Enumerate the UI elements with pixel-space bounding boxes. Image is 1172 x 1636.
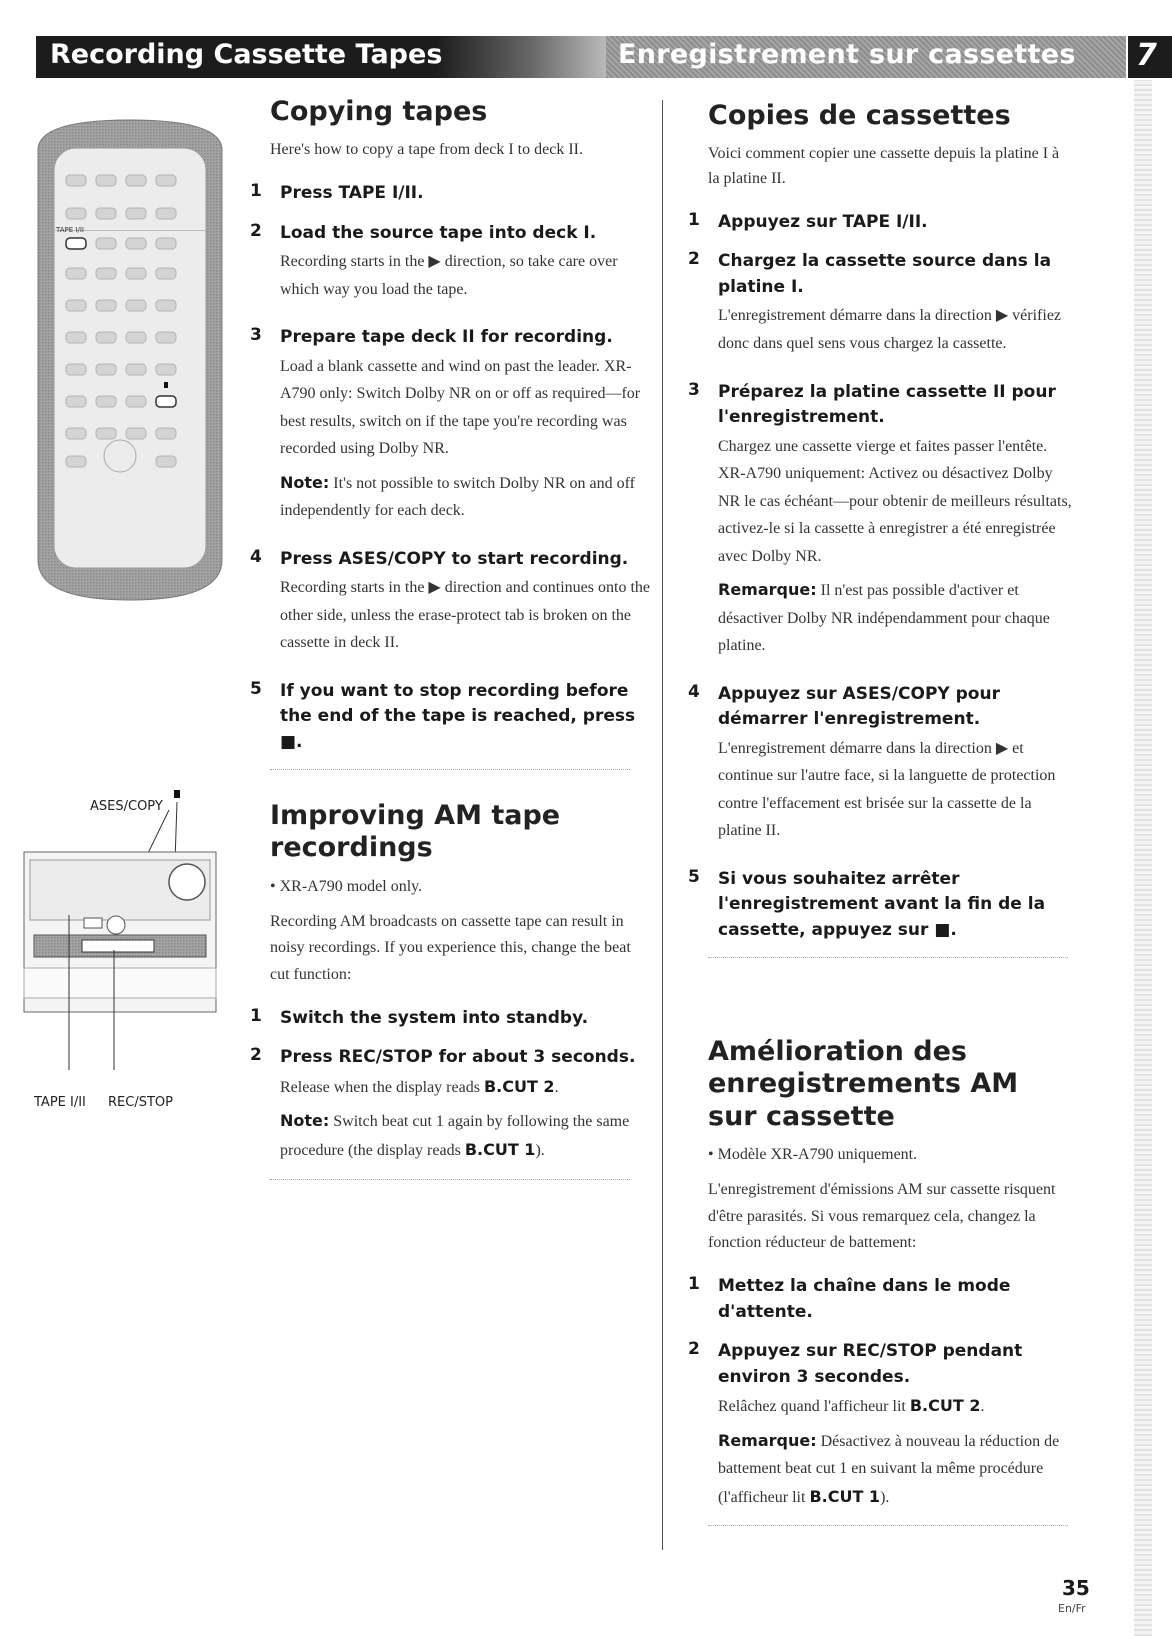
- display-code: B.CUT 1: [809, 1486, 881, 1506]
- page-edge: [1134, 80, 1152, 1636]
- section-end-rule: [708, 1525, 1068, 1526]
- step: [688, 380, 1074, 660]
- step-number: 1: [250, 181, 262, 202]
- step-number: 1: [250, 1005, 262, 1026]
- header-fade: [436, 36, 606, 78]
- section-end-rule: [708, 957, 1068, 958]
- note-end: ).: [535, 1141, 545, 1159]
- display-code: B.CUT 2: [483, 1076, 555, 1096]
- step-number: 1: [688, 209, 700, 230]
- note-label: Note:: [280, 1111, 330, 1131]
- note-text: It's not possible to switch Dolby NR on and off independently for each deck.: [280, 474, 635, 520]
- section-copies-cassettes: [688, 100, 1074, 958]
- header-title-fr: Enregistrement sur cassettes: [618, 39, 1076, 70]
- note-label: Remarque:: [718, 1430, 817, 1450]
- section-paragraph: L'enregistrement d'émissions AM sur cassette risquent d'être parasités. Si vous remarquez cela, changez la fonction réducteur de battement:: [708, 1181, 1056, 1251]
- step: [250, 181, 650, 207]
- step: [688, 1339, 1074, 1511]
- step-title: Appuyez sur TAPE I/II.: [718, 211, 928, 232]
- section-title: Copying tapes: [270, 96, 488, 127]
- step-body: L'enregistrement démarre dans la direction ▶ et continue sur l'autre face, si la languette de protection contre l'effacement est brisée sur la cassette de la platine II.: [718, 739, 1056, 840]
- page-languages: En/Fr: [1058, 1602, 1086, 1615]
- section-improving-am: [250, 800, 650, 1180]
- display-code: B.CUT 2: [909, 1396, 981, 1416]
- step-title: Appuyez sur ASES/COPY pour démarrer l'enregistrement.: [718, 683, 1000, 730]
- step-title: Prepare tape deck II for recording.: [280, 327, 613, 348]
- step-title: Switch the system into standby.: [280, 1007, 589, 1028]
- step: [688, 682, 1074, 845]
- step-number: 2: [688, 249, 700, 270]
- step-title: Press ASES/COPY to start recording.: [280, 548, 629, 569]
- body-end: .: [980, 1398, 985, 1416]
- step: [250, 1045, 650, 1164]
- note: [718, 576, 1074, 660]
- step-number: 4: [688, 681, 700, 702]
- step-title: Press TAPE I/II.: [280, 183, 424, 204]
- step-body: Chargez une cassette vierge et faites passer l'entête. XR-A790 uniquement: Activez ou désactivez Dolby NR le cas échéant—pour obtenir de meilleurs résultats, activez-le si la cassette à enregistrer a été enregistrée avec Dolby NR.: [718, 437, 1072, 565]
- step: [250, 1006, 650, 1032]
- step-title: Mettez la chaîne dans le mode d'attente.: [718, 1276, 1011, 1322]
- intro-text: Voici comment copier une cassette depuis la platine I à la platine II.: [708, 145, 1060, 188]
- step-title: Chargez la cassette source dans la platine I.: [718, 251, 1052, 297]
- step: [688, 249, 1074, 357]
- step-title: Si vous souhaitez arrêter l'enregistrement avant la fin de la cassette, appuyez sur ■.: [718, 868, 1046, 940]
- note-text: Switch beat cut 1 again by following the same procedure (the display reads: [280, 1113, 630, 1159]
- body-text: Relâchez quand l'afficheur lit: [718, 1398, 910, 1416]
- section-amelioration-am: [688, 1036, 1074, 1526]
- step-body: Recording starts in the ▶ direction, so take care over which way you load the tape.: [280, 253, 618, 298]
- display-code: B.CUT 1: [464, 1139, 536, 1159]
- section-title: Amélioration des enregistrements AM sur cassette: [708, 1036, 1019, 1132]
- label-ases-copy: ASES/COPY: [90, 799, 163, 814]
- step-number: 5: [250, 678, 262, 699]
- step-title: Load the source tape into deck I.: [280, 222, 597, 243]
- page-header: [36, 36, 1157, 78]
- step-number: 5: [688, 866, 700, 887]
- step-title: Press REC/STOP for about 3 seconds.: [280, 1047, 636, 1068]
- step-title: Appuyez sur REC/STOP pendant environ 3 secondes.: [718, 1341, 1023, 1387]
- body-text: Release when the display reads: [280, 1078, 484, 1096]
- step-number: 2: [250, 1045, 262, 1066]
- step: [250, 325, 650, 525]
- step: [250, 221, 650, 304]
- chapter-number: 7: [1136, 38, 1157, 73]
- section-end-rule: [270, 1179, 630, 1180]
- note-text: Désactivez à nouveau la réduction de battement beat cut 1 en suivant la même procédure (l'afficheur lit: [718, 1432, 1060, 1506]
- step-number: 3: [688, 379, 700, 400]
- note-end: ).: [880, 1488, 890, 1506]
- step: [250, 547, 650, 657]
- note-text: Il n'est pas possible d'activer et désactiver Dolby NR indépendamment pour chaque platine.: [718, 582, 1050, 655]
- step-number: 3: [250, 325, 262, 346]
- step-body: Recording starts in the ▶ direction and continues onto the other side, unless the erase-protect tab is broken on the cassette in deck II.: [280, 579, 650, 652]
- note: [718, 1427, 1074, 1512]
- step: [250, 679, 650, 756]
- note-label: Note:: [280, 472, 330, 492]
- step: [688, 210, 1074, 236]
- step: [688, 1274, 1074, 1325]
- step-number: 4: [250, 546, 262, 567]
- step-title: If you want to stop recording before the end of the tape is reached, press ■.: [280, 680, 636, 752]
- step-body: L'enregistrement démarre dans la direction ▶ vérifiez donc dans quel sens vous chargez la cassette.: [718, 307, 1062, 352]
- step-body: Load a blank cassette and wind on past the leader. XR-A790 only: Switch Dolby NR on or off as required—for best results, switch on if the tape you're recording was recorded using Dolby NR.: [280, 357, 641, 458]
- section-end-rule: [270, 769, 630, 770]
- section-title: Improving AM tape recordings: [270, 800, 561, 864]
- page-number: 35: [1062, 1576, 1090, 1600]
- model-note: • Modèle XR-A790 uniquement.: [708, 1146, 918, 1164]
- stereo-unit-illustration: [24, 790, 224, 1120]
- model-note: • XR-A790 model only.: [270, 877, 423, 895]
- step-body: [280, 1073, 650, 1102]
- step-number: 1: [688, 1274, 700, 1295]
- step-number: 2: [688, 1339, 700, 1360]
- column-divider: [662, 100, 663, 1550]
- note: [280, 1107, 650, 1164]
- step-title: Préparez la platine cassette II pour l'enregistrement.: [718, 381, 1056, 428]
- step-body: [718, 1392, 1074, 1421]
- section-paragraph: Recording AM broadcasts on cassette tape can result in noisy recordings. If you experience this, change the beat cut function:: [270, 912, 631, 983]
- note-label: Remarque:: [718, 580, 817, 600]
- step: [688, 867, 1074, 944]
- section-copying-tapes: [250, 96, 650, 770]
- body-end: .: [554, 1078, 559, 1096]
- note: [280, 469, 650, 525]
- step-number: 2: [250, 220, 262, 241]
- label-rec-stop: REC/STOP: [108, 1095, 173, 1110]
- label-tape: TAPE I/II: [34, 1095, 86, 1110]
- section-title: Copies de cassettes: [708, 100, 1011, 131]
- header-title-en: Recording Cassette Tapes: [50, 39, 443, 70]
- intro-text: Here's how to copy a tape from deck I to deck II.: [270, 141, 583, 159]
- remote-control-illustration: [30, 120, 230, 600]
- remote-tape-label: TAPE I/II: [56, 226, 84, 234]
